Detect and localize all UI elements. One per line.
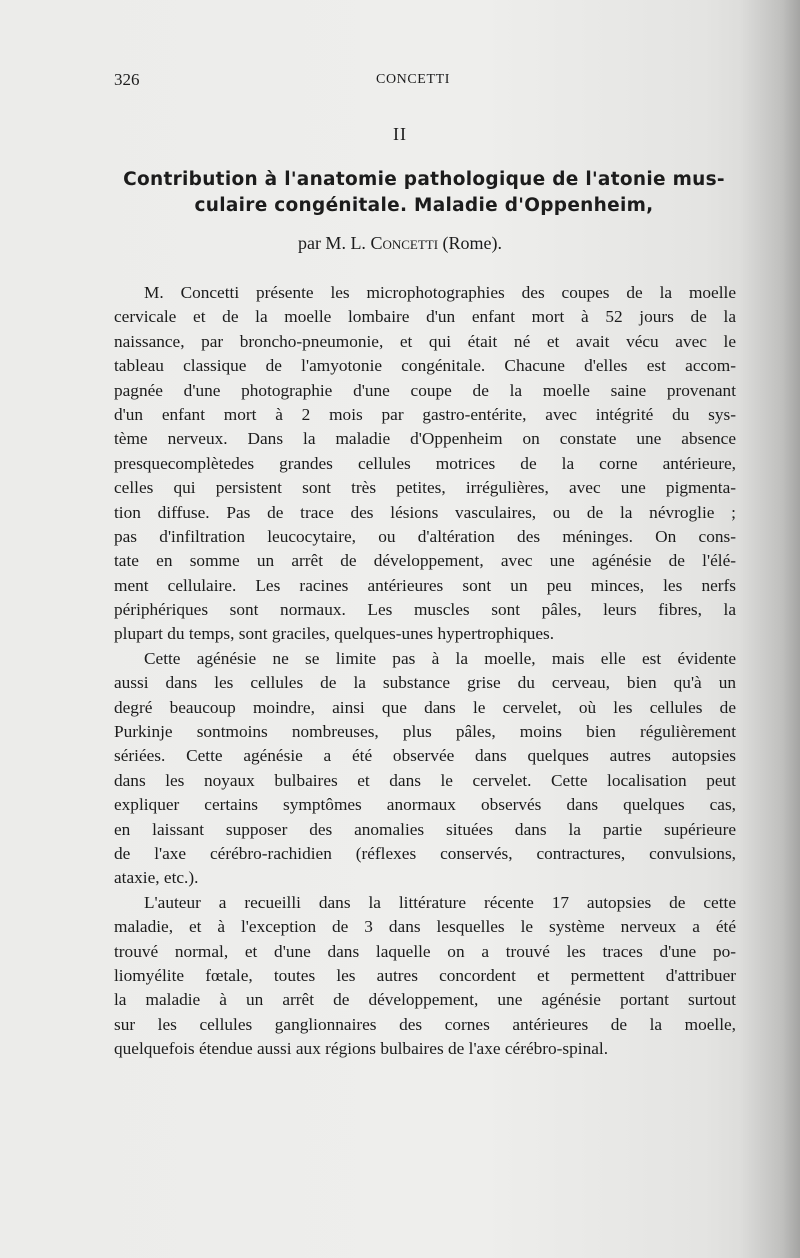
- text-line: L'auteur a recueilli dans la littérature récente 17 autopsies de cette: [144, 892, 736, 912]
- paragraph: [114, 891, 736, 1062]
- text-line: tème nerveux. Dans la maladie d'Oppenheim on constate une absence: [114, 429, 736, 449]
- paragraph: [114, 647, 736, 891]
- text-line: ataxie, etc.).: [114, 868, 199, 888]
- title-line: culaire congénitale. Maladie d'Oppenheim,: [194, 195, 654, 216]
- text-line: liomyélite fœtale, toutes les autres concordent et permettent d'attribuer: [114, 965, 736, 985]
- text-line: cervicale et de la moelle lombaire d'un enfant mort à 52 jours de la: [114, 307, 736, 327]
- byline-prefix: par M. L.: [297, 233, 366, 253]
- text-line: quelquefois étendue aussi aux régions bulbaires de l'axe cérébro-spinal.: [114, 1039, 609, 1059]
- text-line: d'un enfant mort à 2 mois par gastro-entérite, avec intégrité du sys-: [114, 404, 736, 424]
- text-line: périphériques sont normaux. Les muscles sont pâles, leurs fibres, la: [114, 600, 736, 620]
- text-line: celles qui persistent sont très petites, irrégulières, avec une pigmenta-: [114, 478, 736, 498]
- text-line: sur les cellules ganglionnaires des cornes antérieures de la moelle,: [114, 1014, 736, 1034]
- text-line: expliquer certains symptômes anormaux observés dans quelques cas,: [114, 795, 736, 815]
- body-text: [114, 281, 736, 1062]
- text-line: M. Concetti présente les microphotographies des coupes de la moelle: [144, 283, 736, 302]
- text-line: dans les noyaux bulbaires et dans le cervelet. Cette localisation peut: [114, 770, 736, 790]
- binding-shadow: [740, 0, 800, 1258]
- text-line: ment cellulaire. Les racines antérieures sont un peu minces, les nerfs: [114, 575, 736, 595]
- running-title: CONCETTI: [376, 72, 451, 87]
- text-line: tate en somme un arrêt de développement, avec une agénésie de l'élé-: [114, 551, 736, 571]
- running-head: [114, 70, 730, 96]
- paragraph: [114, 281, 736, 647]
- text-line: naissance, par broncho-pneumonie, et qui était né et avait vécu avec le: [114, 331, 736, 351]
- text-line: Cette agénésie ne se limite pas à la moelle, mais elle est évidente: [144, 648, 736, 668]
- page-number: 326: [114, 70, 140, 89]
- text-line: plupart du temps, sont graciles, quelques-unes hypertrophiques.: [114, 624, 555, 644]
- section-number: II: [393, 124, 407, 144]
- text-line: maladie, et à l'exception de 3 dans lesquelles le système nerveux a été: [114, 917, 736, 937]
- text-line: de l'axe cérébro-rachidien (réflexes conservés, contractures, convulsions,: [114, 843, 736, 863]
- title-line: Contribution à l'anatomie pathologique de l'atonie mus-: [123, 169, 725, 190]
- text-line: en laissant supposer des anomalies situées dans la partie supérieure: [114, 819, 736, 839]
- text-line: trouvé normal, et d'une dans laquelle on a trouvé les traces d'une po-: [114, 941, 736, 961]
- text-line: sériées. Cette agénésie a été observée dans quelques autres autopsies: [114, 746, 736, 766]
- text-line: tion diffuse. Pas de trace des lésions vasculaires, ou de la névroglie ;: [114, 502, 736, 522]
- byline: [0, 233, 800, 254]
- byline-author: Concetti: [370, 233, 439, 253]
- text-line: Purkinje sontmoins nombreuses, plus pâles, moins bien régulièrement: [114, 722, 736, 742]
- text-line: pas d'infiltration leucocytaire, ou d'altération des méninges. On cons-: [114, 526, 736, 546]
- text-line: degré beaucoup moindre, ainsi que dans le cervelet, où les cellules de: [114, 697, 736, 717]
- text-line: tableau classique de l'amyotonie congénitale. Chacune d'elles est accom-: [114, 356, 736, 376]
- text-line: presquecomplètedes grandes cellules motrices de la corne antérieure,: [114, 453, 736, 473]
- text-line: aussi dans les cellules de la substance grise du cerveau, bien qu'à un: [114, 673, 736, 693]
- byline-suffix: (Rome).: [442, 233, 503, 253]
- text-line: la maladie à un arrêt de développement, une agénésie portant surtout: [114, 990, 736, 1010]
- article-title: [114, 167, 734, 219]
- text-line: pagnée d'une photographie d'une coupe de la moelle saine provenant: [114, 380, 736, 400]
